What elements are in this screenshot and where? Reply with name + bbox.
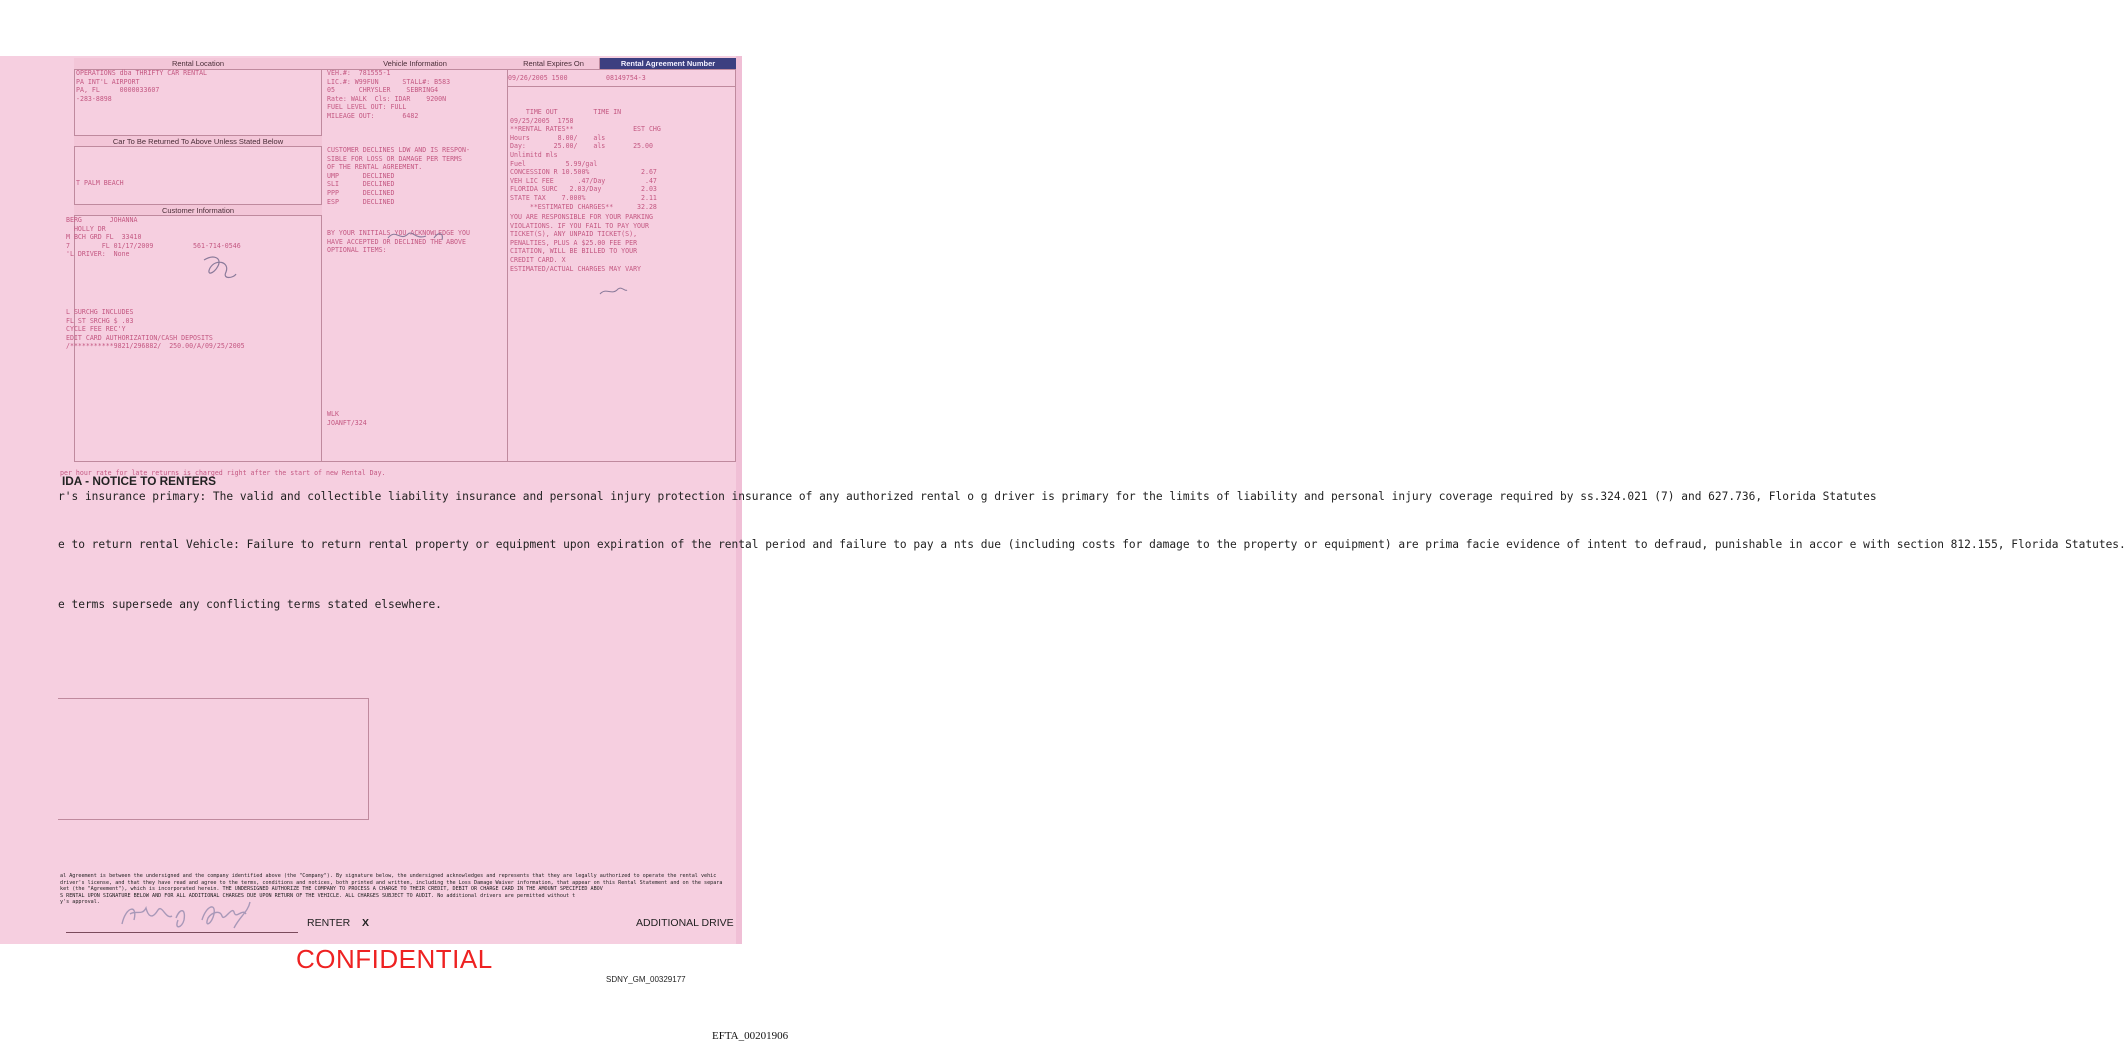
parking-notice-text: YOU ARE RESPONSIBLE FOR YOUR PARKING VIOLATIONS. IF YOU FAIL TO PAY YOUR TICKET(S), ANY UNPAID TICKET(S), PENALTIES, PLUS A $25.00 FEE PER CITATION, WILL BE BILLED TO YOUR CREDIT CARD. X ESTIMATED/ACTUAL CHARGES MAY VARY [510, 213, 653, 273]
location-text: OPERATIONS dba THRIFTY CAR RENTAL PA INT'L AIRPORT PA, FL 0000033607 -283-8898 [76, 69, 208, 103]
late-return-text: per hour rate for late returns is charged right after the start of new Rental Day. [60, 468, 386, 477]
car-return-header: Car To Be Returned To Above Unless Stated Below [74, 135, 322, 147]
renter-signature [116, 898, 266, 934]
customer-text: BERG JOHANNA HOLLY DR M BCH GRD FL 33410 7 FL 01/17/2009 561-714-0546 'L DRIVER: None [66, 216, 241, 259]
terms-supersede-paragraph: e terms supersede any conflicting terms stated elsewhere. [58, 598, 442, 611]
coverage-text: CUSTOMER DECLINES LDW AND IS RESPON- SIBLE FOR LOSS OR DAMAGE PER TERMS OF THE RENTAL AGREEMENT. UMP DECLINED SLI DECLINED PPP DECLINED ESP DECLINED [327, 146, 470, 206]
initials-text: BY YOUR INITIALS YOU ACKNOWLEDGE YOU HAVE ACCEPTED OR DECLINED THE ABOVE OPTIONAL ITEMS: [327, 229, 470, 255]
rental-expires-value: 09/26/2005 1500 [508, 74, 568, 82]
optional-items-initials [386, 228, 456, 244]
customer-information-header: Customer Information [74, 204, 322, 216]
bates-number: SDNY_GM_00329177 [606, 975, 686, 984]
estimated-charges-mark [598, 286, 628, 296]
rental-location-header: Rental Location [74, 58, 322, 70]
return-location-text: T PALM BEACH [76, 179, 124, 187]
rental-rates-text: TIME OUT TIME IN 09/25/2005 1758 **RENTAL RATES** EST CHG Hours 8.00/ als Day: 25.00/ als 25.00 Unlimitd mls Fuel 5.99/gal CONCESSION R 10.500% 2.67 VEH LIC FEE .47/Day .47 FLORIDA SURC 2.03/Day 2.03 STATE TAX 7.000% 2.11 **ESTIMATED CHARGES** 32.28 [510, 108, 661, 211]
agent-text: WLK JOANFT/324 [327, 410, 367, 427]
deposit-text: L SURCHG INCLUDES FL ST SRCHG $ .03 CYCLE FEE REC'Y EDIT CARD AUTHORIZATION/CASH DEPOSITS /***********9821/296882/ 250.00/A/09/25/2005 [66, 308, 245, 351]
driver-initials-signature [200, 254, 240, 282]
blank-signature-box [58, 698, 369, 820]
failure-to-return-paragraph: e to return rental Vehicle: Failure to return rental property or equipment upon expiration of the rental period and failure to pay a nts due (including costs for damage to the property or equipment) are prima facie evidence of intent to defraud, punishable in accor e with section 812.155, Florida Statutes. [58, 538, 2126, 551]
confidential-stamp: CONFIDENTIAL [296, 944, 493, 974]
rental-expires-header: Rental Expires On [508, 58, 600, 70]
renter-signature-line [66, 932, 298, 933]
vehicle-text: VEH.#: 781555-1 LIC.#: W99FUN STALL#: B583 05 CHRYSLER SEBRING4 Rate: WALK Cls: IDAR 9200N FUEL LEVEL OUT: FULL MILEAGE OUT: 6482 [327, 69, 451, 120]
renter-x-mark: X [362, 917, 370, 929]
efta-number: EFTA_00201906 [712, 1030, 789, 1042]
agreement-form-grid [0, 58, 736, 462]
vehicle-information-header: Vehicle Information [322, 58, 508, 70]
rate-divider [508, 86, 736, 87]
agreement-fine-print: al Agreement is between the undersigned and the company identified above (the "Company"). By signature below, the undersigned acknowledges and represents that they are legally authorized to operate the rental vehic driver's license, and that they have read and agree to the terms, conditions and notices, both printed and written, including the Loss Damage Waiver information, that appear on this Rental Statement and on the separa ket (the "Agreement"), which is incorporated herein. THE UNDERSIGNED AUTHORIZE THE COMPANY TO PROCESS A CHARGE TO THEIR CREDIT, DEBIT OR CHARGE CARD IN THE AMOUNT SPECIFIED ABOV S RENTAL UPON SIGNATURE BELOW AND FOR ALL ADDITIONAL CHARGES DUE UPON RETURN OF THE VEHICLE. ALL CHARGES SUBJECT TO AUDIT. No additional drivers are permitted without t y's approval. [60, 873, 723, 906]
rental-agreement-number-header: Rental Agreement Number [600, 58, 736, 70]
additional-driver-label: ADDITIONAL DRIVE [636, 917, 734, 929]
insurance-primary-paragraph: r's insurance primary: The valid and collectible liability insurance and personal injury protection insurance of any authorized rental o g driver is primary for the limits of liability and personal injury coverage required by ss.324.021 (7) and 627.736, Florida Statutes [58, 490, 1877, 503]
rental-location-column [74, 58, 322, 462]
rental-agreement-number-value: 08149754-3 [606, 74, 646, 82]
notice-to-renters-title: IDA - NOTICE TO RENTERS [62, 474, 217, 488]
renter-label: RENTER [307, 917, 351, 929]
